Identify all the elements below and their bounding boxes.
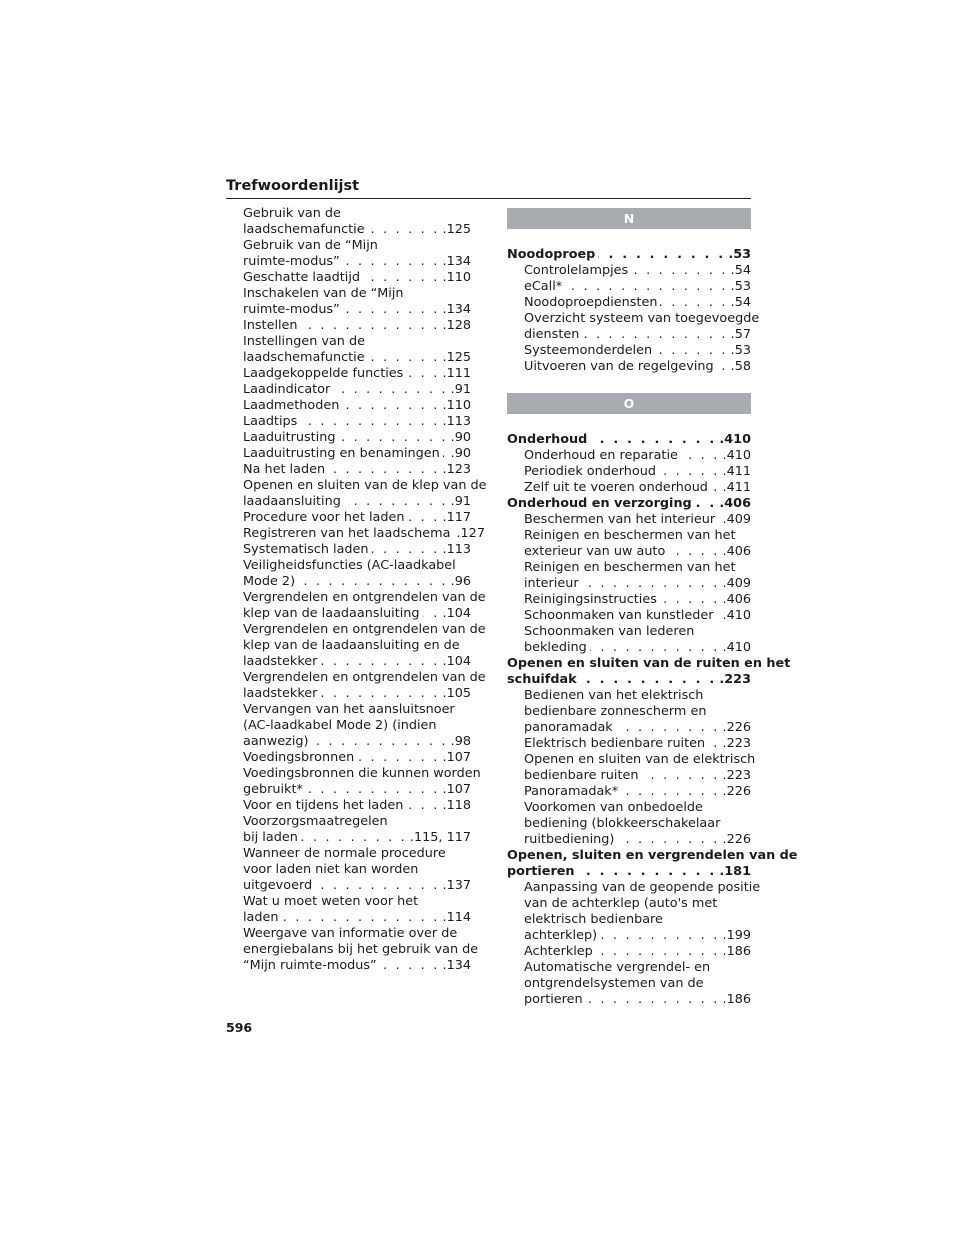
index-entry-label: eCall* <box>524 279 563 294</box>
index-page-ref: .58 <box>730 359 751 374</box>
index-column-right <box>507 206 798 1008</box>
index-entry <box>507 960 751 1008</box>
index-entry <box>243 558 471 590</box>
index-entry-label: laadstekker <box>243 654 318 669</box>
index-entry-text: Vervangen van het aansluitsnoer <box>243 702 455 717</box>
index-page-ref: .53 <box>730 279 751 294</box>
index-entry-text: Openen en sluiten van de ruiten en het <box>507 656 791 671</box>
index-entry <box>243 382 471 398</box>
index-entry-label: Registreren van het laadschema <box>243 526 451 541</box>
index-entry-label: Systematisch laden <box>243 542 369 557</box>
index-entry-text: klep van de laadaansluiting en de <box>243 638 460 653</box>
index-entry-label: exterieur van uw auto <box>524 544 666 559</box>
dot-leader <box>596 944 720 960</box>
dot-leader <box>695 496 717 512</box>
index-entry-label: Elektrisch bedienbare ruiten <box>524 736 706 751</box>
dot-leader <box>298 574 448 590</box>
index-entry-label: Laadgekoppelde functies <box>243 366 404 381</box>
index-entry <box>507 279 751 295</box>
index-entry-label: Geschatte laadtijd <box>243 270 361 285</box>
index-page-ref: .128 <box>442 318 471 333</box>
index-entry-label: Panoramadak* <box>524 784 619 799</box>
index-entry-text: energiebalans bij het gebruik van de <box>243 942 479 957</box>
index-entry-text: Overzicht systeem van toegevoegde <box>524 311 760 326</box>
index-entry <box>507 343 751 359</box>
index-entry-label: Laaduitrusting en benamingen <box>243 446 440 461</box>
dot-leader <box>718 512 719 528</box>
index-entry-text: Voedingsbronnen die kunnen worden <box>243 766 481 781</box>
index-page-ref: .118 <box>442 798 471 813</box>
dot-leader <box>582 327 727 343</box>
index-entry <box>243 846 471 894</box>
index-page-ref: .113 <box>442 542 471 557</box>
index-entry <box>507 608 751 624</box>
index-page-ref: .226 <box>722 784 751 799</box>
index-entry-label: Reinigingsinstructies <box>524 592 657 607</box>
dot-leader <box>380 958 440 974</box>
index-entry <box>243 462 471 478</box>
dot-leader <box>315 878 439 894</box>
index-entry <box>243 750 471 766</box>
index-entry-text: Wanneer de normale procedure <box>243 846 446 861</box>
dot-leader <box>320 686 439 702</box>
index-page-ref: .110 <box>442 398 471 413</box>
index-page-ref: .125 <box>442 222 471 237</box>
index-entry <box>243 446 471 462</box>
index-page-ref: .409 <box>722 512 751 527</box>
index-entry-text: Vergrendelen en ontgrendelen van de <box>243 590 486 605</box>
index-entry-label: laadschemafunctie <box>243 222 365 237</box>
dot-leader <box>617 832 719 848</box>
index-entry <box>243 670 486 702</box>
dot-leader <box>306 782 440 798</box>
index-entry-label: Periodiek onderhoud <box>524 464 656 479</box>
index-entry <box>507 800 751 848</box>
index-entry-text: Bedienen van het elektrisch <box>524 688 704 703</box>
index-entry-text: bedienbare zonnescherm en <box>524 704 707 719</box>
index-entry <box>507 464 751 480</box>
index-entry-label: laadstekker <box>243 686 318 701</box>
index-page-ref: .223 <box>722 768 751 783</box>
index-entry-label: Laadmethoden <box>243 398 340 413</box>
dot-leader <box>300 414 439 430</box>
index-entry <box>243 622 486 670</box>
index-entry <box>507 512 751 528</box>
index-page-ref: .406 <box>719 496 751 511</box>
index-page-ref: .134 <box>442 254 471 269</box>
index-entry <box>507 624 751 656</box>
index-entry <box>507 784 751 800</box>
index-entry-label: Onderhoud en verzorging <box>507 496 692 511</box>
index-entry-label: Noodoproep <box>507 247 596 262</box>
index-entry-label: Beschermen van het interieur <box>524 512 716 527</box>
index-entry <box>243 542 471 558</box>
index-entry <box>507 528 751 560</box>
index-entry-text: Vergrendelen en ontgrendelen van de <box>243 670 486 685</box>
dot-leader <box>681 448 720 464</box>
dot-leader <box>616 720 720 736</box>
index-entry <box>507 480 751 496</box>
dot-leader <box>338 430 447 446</box>
dot-leader <box>631 263 727 279</box>
index-page-ref: .104 <box>442 606 471 621</box>
index-page-ref: .110 <box>442 270 471 285</box>
index-entry-text: Gebruik van de <box>243 206 341 221</box>
index-entry-label: Voedingsbronnen <box>243 750 355 765</box>
index-entry-label: Procedure voor het laden <box>243 510 405 525</box>
index-page-ref: .226 <box>722 720 751 735</box>
index-entry <box>507 688 751 736</box>
index-entry-text: Automatische vergrendel- en <box>524 960 711 975</box>
index-entry-label: Controlelampjes <box>524 263 629 278</box>
index-entry-label: ruitbediening) <box>524 832 615 847</box>
index-entry-label: uitgevoerd <box>243 878 313 893</box>
index-entry-label: klep van de laadaansluiting <box>243 606 420 621</box>
dot-leader <box>328 462 439 478</box>
index-page-ref: .186 <box>722 992 751 1007</box>
index-entry-label: schuifdak <box>507 672 577 687</box>
dot-leader <box>590 640 720 656</box>
index-page-ref: .114 <box>442 910 471 925</box>
index-entry <box>243 430 471 446</box>
index-main-entry <box>507 496 751 512</box>
index-main-entry <box>507 432 751 448</box>
dot-leader <box>343 254 440 270</box>
index-entry-label: Onderhoud en reparatie <box>524 448 678 463</box>
section-letter-o: O <box>507 393 751 414</box>
index-entry <box>507 448 751 464</box>
index-entry-label: panoramadak <box>524 720 613 735</box>
index-entry-text: van de achterklep (auto's met <box>524 896 718 911</box>
index-entry-label: bekleding <box>524 640 587 655</box>
index-entry-label: Noodoproepdiensten <box>524 295 658 310</box>
index-main-entry <box>507 656 791 688</box>
index-entry <box>507 295 751 311</box>
index-entry <box>507 880 761 944</box>
header-divider <box>226 198 751 199</box>
index-page-ref: .96 <box>450 574 471 589</box>
index-page-ref: .107 <box>442 750 471 765</box>
index-entry <box>243 894 471 926</box>
index-entry <box>507 560 751 592</box>
dot-leader <box>641 768 719 784</box>
dot-leader <box>372 542 440 558</box>
dot-leader <box>598 247 725 263</box>
dot-leader <box>668 544 719 560</box>
index-page-ref: .134 <box>442 302 471 317</box>
index-entry <box>243 334 471 366</box>
dot-leader <box>301 830 407 846</box>
index-entry-label: achterklep) <box>524 928 598 943</box>
index-entry-text: Aanpassing van de geopende positie <box>524 880 761 895</box>
index-page-ref: .111 <box>442 366 471 381</box>
index-entry-label: interieur <box>524 576 579 591</box>
index-entry-text: Wat u moet weten voor het <box>243 894 419 909</box>
dot-leader <box>590 432 716 448</box>
index-entry <box>507 311 760 343</box>
index-page-ref: .53 <box>730 343 751 358</box>
dot-leader <box>342 398 439 414</box>
index-page-ref: .410 <box>722 448 751 463</box>
index-entry-label: laadschemafunctie <box>243 350 365 365</box>
index-entry-text: Reinigen en beschermen van het <box>524 528 736 543</box>
dot-leader <box>408 510 440 526</box>
dot-leader <box>565 279 727 295</box>
index-entry <box>507 736 751 752</box>
index-entry-label: ruimte-modus” <box>243 254 340 269</box>
index-entry-text: Weergave van informatie over de <box>243 926 458 941</box>
index-entry-label: Laadindicator <box>243 382 331 397</box>
index-entry-text: Instellingen van de <box>243 334 365 349</box>
index-entry <box>243 270 471 286</box>
index-entry-label: portieren <box>507 864 575 879</box>
index-page-ref: .137 <box>442 878 471 893</box>
index-entry-text: voor laden niet kan worden <box>243 862 419 877</box>
dot-leader <box>659 464 720 480</box>
dot-leader <box>406 366 439 382</box>
index-entry <box>243 798 471 814</box>
index-page-ref: .115, 117 <box>409 830 471 845</box>
index-entry-text: Openen en sluiten van de klep van de <box>243 478 487 493</box>
index-entry <box>243 238 471 270</box>
dot-leader <box>312 734 448 750</box>
index-page-ref: .406 <box>722 592 751 607</box>
index-page-ref: .53 <box>728 247 751 262</box>
index-page-ref: .125 <box>442 350 471 365</box>
index-entry-label: portieren <box>524 992 583 1007</box>
dot-leader <box>363 270 439 286</box>
index-entry <box>243 926 479 974</box>
dot-leader <box>600 928 719 944</box>
dot-leader <box>582 576 720 592</box>
index-page-ref: .54 <box>730 263 751 278</box>
index-entry-label: Schoonmaken van kunstleder <box>524 608 714 623</box>
index-page-ref: .410 <box>719 432 751 447</box>
dot-leader <box>655 343 728 359</box>
index-entry-text: bediening (blokkeerschakelaar <box>524 816 721 831</box>
index-entry-label: bedienbare ruiten <box>524 768 639 783</box>
dot-leader <box>717 608 720 624</box>
index-entry <box>507 592 751 608</box>
index-entry-label: Onderhoud <box>507 432 588 447</box>
index-entry <box>243 366 471 382</box>
index-entry-text: Schoonmaken van lederen <box>524 624 695 639</box>
dot-leader <box>660 295 727 311</box>
index-page-ref: .223 <box>719 672 751 687</box>
index-entry <box>243 590 486 622</box>
index-entry-text: elektrisch bedienbare <box>524 912 663 927</box>
index-entry-label: bij laden <box>243 830 298 845</box>
index-page-ref: .181 <box>719 864 751 879</box>
dot-leader <box>301 318 440 334</box>
index-entry <box>507 263 751 279</box>
dot-leader <box>368 350 440 366</box>
index-page-ref: .54 <box>730 295 751 310</box>
index-entry <box>243 478 487 510</box>
dot-leader <box>580 672 717 688</box>
index-page-ref: .90 <box>450 446 471 461</box>
index-entry-text: (AC-laadkabel Mode 2) (indien <box>243 718 437 733</box>
dot-leader <box>282 910 440 926</box>
page-number: 596 <box>226 1020 253 1035</box>
index-entry <box>507 359 751 375</box>
index-entry-label: aanwezig) <box>243 734 309 749</box>
index-entry-label: Mode 2) <box>243 574 296 589</box>
index-entry <box>507 752 756 784</box>
index-page-ref: .411 <box>722 464 751 479</box>
index-page-ref: .223 <box>722 736 751 751</box>
index-entry-text: Reinigen en beschermen van het <box>524 560 736 575</box>
index-entry-label: Voor en tijdens het laden <box>243 798 404 813</box>
index-page-ref: .123 <box>442 462 471 477</box>
index-page-ref: .98 <box>450 734 471 749</box>
section-letter-n: N <box>507 208 751 229</box>
index-entry-label: gebruikt* <box>243 782 303 797</box>
index-page-ref: .113 <box>442 414 471 429</box>
index-page-ref: .104 <box>442 654 471 669</box>
index-page-ref: .186 <box>722 944 751 959</box>
index-entry-text: Inschakelen van de “Mijn <box>243 286 404 301</box>
dot-leader <box>333 382 447 398</box>
index-main-entry <box>507 247 751 263</box>
index-page-ref: .105 <box>442 686 471 701</box>
dot-leader <box>357 750 439 766</box>
page-title: Trefwoordenlijst <box>226 178 360 194</box>
index-entry <box>243 414 471 430</box>
index-entry <box>243 510 471 526</box>
dot-leader <box>578 864 717 880</box>
index-main-entry <box>507 848 798 880</box>
dot-leader <box>423 606 440 622</box>
dot-leader <box>343 302 440 318</box>
dot-leader <box>443 446 448 462</box>
dot-leader <box>711 480 720 496</box>
index-entry-label: laadaansluiting <box>243 494 341 509</box>
index-entry <box>507 944 751 960</box>
index-entry-text: Voorzorgsmaatregelen <box>243 814 388 829</box>
index-entry-text: Veiligheidsfuncties (AC-laadkabel <box>243 558 456 573</box>
index-page-ref: .411 <box>722 480 751 495</box>
index-page-ref: .409 <box>722 576 751 591</box>
index-entry-text: Openen, sluiten en vergrendelen van de <box>507 848 798 863</box>
index-entry-label: Achterklep <box>524 944 593 959</box>
index-page-ref: .127 <box>456 526 485 541</box>
index-entry <box>243 206 471 238</box>
index-column-left <box>243 206 487 974</box>
index-page-ref: .134 <box>442 958 471 973</box>
index-entry-label: Uitvoeren van de regelgeving <box>524 359 714 374</box>
index-entry-label: Laadtips <box>243 414 298 429</box>
dot-leader <box>708 736 719 752</box>
index-page-ref: .57 <box>730 327 751 342</box>
index-page-ref: .90 <box>450 430 471 445</box>
index-page-ref: .226 <box>722 832 751 847</box>
index-entry-label: “Mijn ruimte-modus” <box>243 958 377 973</box>
index-entry-text: Vergrendelen en ontgrendelen van de <box>243 622 486 637</box>
dot-leader <box>320 654 439 670</box>
index-entry <box>243 318 471 334</box>
index-entry-text: Gebruik van de “Mijn <box>243 238 378 253</box>
index-entry-text: ontgrendelsystemen van de <box>524 976 704 991</box>
dot-leader <box>586 992 720 1008</box>
index-page-ref: .410 <box>722 640 751 655</box>
dot-leader <box>368 222 440 238</box>
index-entry-label: Zelf uit te voeren onderhoud <box>524 480 708 495</box>
index-entry-label: Systeemonderdelen <box>524 343 653 358</box>
dot-leader <box>344 494 448 510</box>
index-page-ref: .199 <box>722 928 751 943</box>
dot-leader <box>406 798 439 814</box>
index-entry-label: ruimte-modus” <box>243 302 340 317</box>
dot-leader <box>621 784 719 800</box>
index-entry <box>243 702 471 750</box>
index-entry <box>243 398 471 414</box>
index-entry <box>243 286 471 318</box>
index-entry-label: diensten <box>524 327 580 342</box>
index-entry-label: laden <box>243 910 279 925</box>
index-page-ref: .406 <box>722 544 751 559</box>
dot-leader <box>660 592 720 608</box>
index-page-ref: .410 <box>722 608 751 623</box>
dot-leader <box>717 359 728 375</box>
index-page-ref: .91 <box>450 382 471 397</box>
index-entry <box>243 766 481 798</box>
index-page-ref: .91 <box>450 494 471 509</box>
index-entry <box>243 814 471 846</box>
index-entry-label: Na het laden <box>243 462 326 477</box>
index-entry <box>243 526 485 542</box>
index-entry-text: Voorkomen van onbedoelde <box>524 800 703 815</box>
index-page-ref: .117 <box>442 510 471 525</box>
index-entry-label: Instellen <box>243 318 298 333</box>
index-entry-label: Laaduitrusting <box>243 430 336 445</box>
index-entry-text: Openen en sluiten van de elektrisch <box>524 752 756 767</box>
index-page-ref: .107 <box>442 782 471 797</box>
